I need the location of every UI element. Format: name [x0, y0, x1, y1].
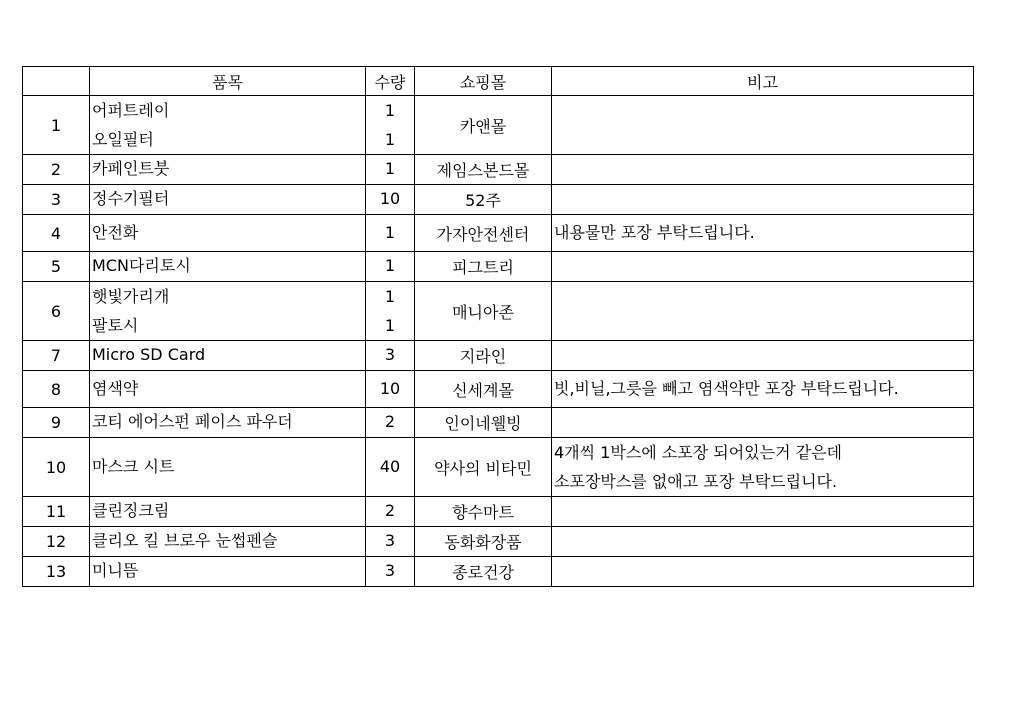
- item-name: MCN다리토시: [92, 256, 191, 275]
- qty-cell: [366, 408, 415, 438]
- header-row: [23, 67, 974, 96]
- qty-cell: [366, 497, 415, 527]
- item-name: 클리오 킬 브로우 눈썹펜슬: [92, 531, 278, 550]
- note-cell: [552, 215, 974, 252]
- qty-cell: [366, 371, 415, 408]
- mall-cell: 가자안전센터: [415, 215, 552, 252]
- item-cell: [90, 215, 366, 252]
- item-cell: [90, 527, 366, 557]
- table-row: [23, 96, 974, 155]
- note-line: 소포장박스를 없애고 포장 부탁드립니다.: [554, 472, 838, 491]
- qty-cell: [366, 438, 415, 497]
- mall-cell: 동화화장품: [415, 527, 552, 557]
- mall-cell: 제임스본드몰: [415, 155, 552, 185]
- item-cell: [90, 557, 366, 587]
- mall-cell: 종로건강: [415, 557, 552, 587]
- mall-cell: 지라인: [415, 341, 552, 371]
- note-cell: [552, 527, 974, 557]
- table-row: [23, 527, 974, 557]
- item-name: 팔토시: [92, 316, 139, 335]
- qty-value: 10: [379, 378, 401, 398]
- row-number: 2: [23, 155, 90, 185]
- qty-value: 1: [384, 101, 396, 120]
- table-row: [23, 215, 974, 252]
- note-cell: [552, 252, 974, 282]
- row-number: 3: [23, 185, 90, 215]
- table-row: [23, 408, 974, 438]
- qty-value: 2: [384, 412, 396, 431]
- note-cell: [552, 557, 974, 587]
- row-number: 5: [23, 252, 90, 282]
- table-row: [23, 371, 974, 408]
- order-table: [22, 66, 974, 587]
- item-name: 카페인트붓: [92, 159, 170, 178]
- item-name: 어퍼트레이: [92, 101, 170, 120]
- qty-cell: [366, 252, 415, 282]
- table-row: [23, 282, 974, 341]
- note-cell: [552, 155, 974, 185]
- item-cell: [90, 185, 366, 215]
- item-cell: [90, 341, 366, 371]
- note-line: 4개씩 1박스에 소포장 되어있는거 같은데: [554, 443, 842, 462]
- table-row: [23, 252, 974, 282]
- qty-cell: [366, 185, 415, 215]
- table-row: [23, 341, 974, 371]
- item-name: 염색약: [92, 378, 139, 398]
- qty-cell: [366, 282, 415, 341]
- row-number: 11: [23, 497, 90, 527]
- note-cell: [552, 96, 974, 155]
- item-name: Micro SD Card: [92, 345, 206, 364]
- item-cell: [90, 252, 366, 282]
- mall-cell: 향수마트: [415, 497, 552, 527]
- header-note: 비고: [552, 67, 974, 96]
- table-body: [23, 96, 974, 587]
- item-name: 클린징크림: [92, 501, 170, 520]
- note-line: 내용물만 포장 부탁드립니다.: [554, 222, 755, 242]
- note-cell: [552, 497, 974, 527]
- row-number: 13: [23, 557, 90, 587]
- item-cell: [90, 282, 366, 341]
- mall-cell: 신세계몰: [415, 371, 552, 408]
- note-cell: [552, 438, 974, 497]
- row-number: 6: [23, 282, 90, 341]
- row-number: 1: [23, 96, 90, 155]
- qty-value: 1: [384, 222, 396, 242]
- table-row: [23, 185, 974, 215]
- qty-value: 1: [384, 159, 396, 178]
- note-cell: [552, 341, 974, 371]
- row-number: 9: [23, 408, 90, 438]
- item-name: 마스크 시트: [92, 456, 175, 476]
- mall-cell: 약사의 비타민: [415, 438, 552, 497]
- item-name: 오일필터: [92, 130, 154, 149]
- qty-value: 1: [384, 287, 396, 306]
- table-row: [23, 557, 974, 587]
- header-qty: 수량: [366, 67, 415, 96]
- note-cell: [552, 371, 974, 408]
- mall-cell: 인이네웰빙: [415, 408, 552, 438]
- item-cell: [90, 497, 366, 527]
- qty-cell: [366, 341, 415, 371]
- item-name: 햇빛가리개: [92, 287, 170, 306]
- qty-value: 3: [384, 561, 396, 580]
- table-row: [23, 438, 974, 497]
- mall-cell: 피그트리: [415, 252, 552, 282]
- qty-cell: [366, 215, 415, 252]
- header-no: [23, 67, 90, 96]
- row-number: 4: [23, 215, 90, 252]
- mall-cell: 52주: [415, 185, 552, 215]
- table-row: [23, 497, 974, 527]
- note-cell: [552, 408, 974, 438]
- qty-value: 3: [384, 345, 396, 364]
- item-name: 미니뜸: [92, 561, 139, 580]
- qty-value: 10: [379, 189, 401, 208]
- item-cell: [90, 438, 366, 497]
- note-line: 빗,비닐,그릇을 빼고 염색약만 포장 부탁드립니다.: [554, 378, 899, 398]
- item-cell: [90, 155, 366, 185]
- qty-cell: [366, 557, 415, 587]
- item-cell: [90, 408, 366, 438]
- qty-value: 40: [379, 456, 401, 476]
- mall-cell: 카앤몰: [415, 96, 552, 155]
- item-name: 코티 에어스펀 페이스 파우더: [92, 412, 293, 431]
- qty-value: 2: [384, 501, 396, 520]
- row-number: 12: [23, 527, 90, 557]
- qty-value: 1: [384, 256, 396, 275]
- item-name: 안전화: [92, 222, 139, 242]
- item-name: 정수기필터: [92, 189, 170, 208]
- item-cell: [90, 371, 366, 408]
- note-cell: [552, 282, 974, 341]
- row-number: 8: [23, 371, 90, 408]
- item-cell: [90, 96, 366, 155]
- header-item: 품목: [90, 67, 366, 96]
- qty-cell: [366, 155, 415, 185]
- header-mall: 쇼핑몰: [415, 67, 552, 96]
- qty-value: 1: [384, 316, 396, 335]
- mall-cell: 매니아존: [415, 282, 552, 341]
- qty-value: 1: [384, 130, 396, 149]
- qty-cell: [366, 96, 415, 155]
- qty-cell: [366, 527, 415, 557]
- note-cell: [552, 185, 974, 215]
- row-number: 10: [23, 438, 90, 497]
- qty-value: 3: [384, 531, 396, 550]
- row-number: 7: [23, 341, 90, 371]
- table-row: [23, 155, 974, 185]
